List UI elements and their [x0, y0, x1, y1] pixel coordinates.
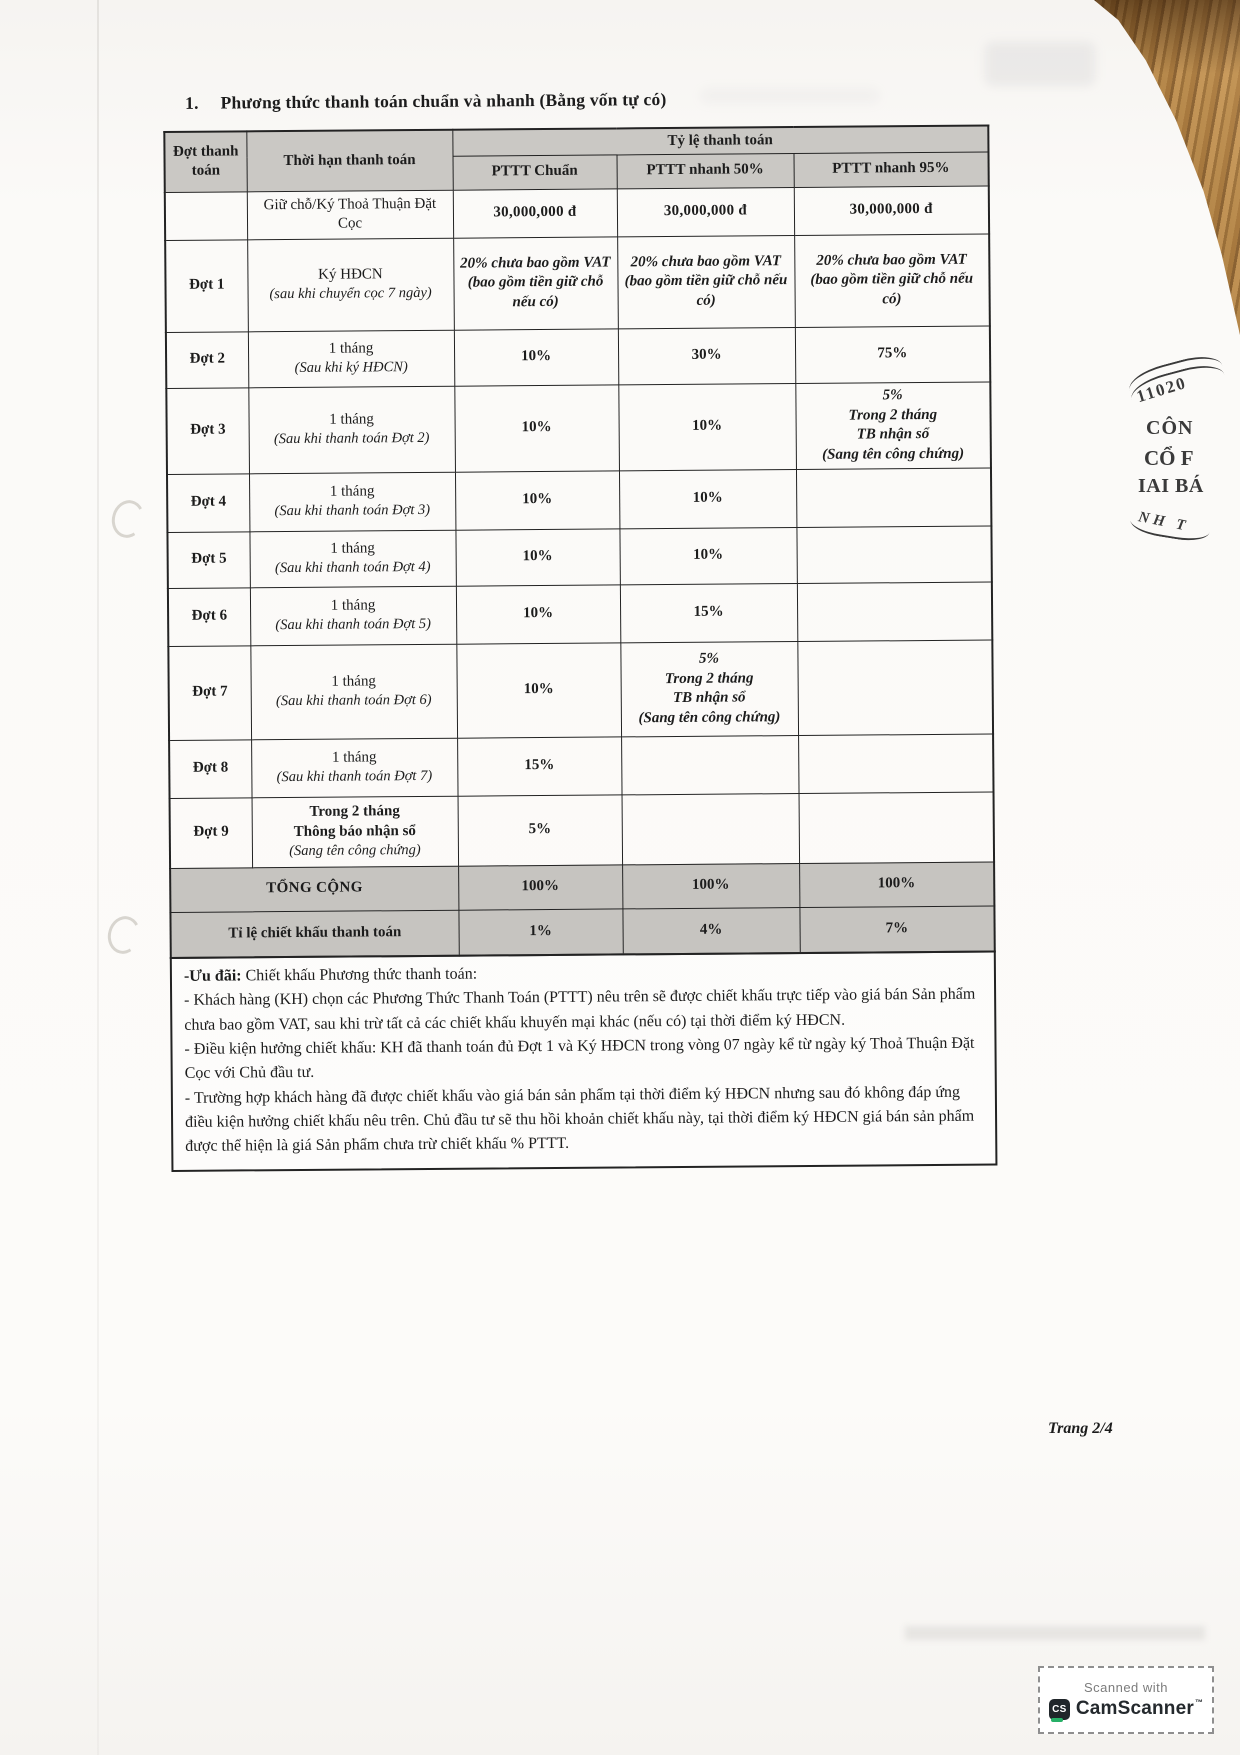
pttt-fast95-value: [797, 582, 992, 642]
camscanner-badge: [1038, 1666, 1214, 1734]
pttt-standard-value: 15%: [457, 736, 621, 795]
seal-text-line: NH T: [1137, 509, 1191, 535]
table-row: [166, 382, 991, 474]
seal-text-line: CÔN: [1146, 417, 1194, 439]
pttt-standard-value: 30,000,000 đ: [453, 188, 617, 237]
total-row: [170, 861, 994, 911]
pttt-fast95-value: 30,000,000 đ: [794, 186, 989, 236]
scan-smudge-artifact: [905, 1626, 1205, 1640]
installment-label: [165, 191, 247, 240]
company-seal-fragment: [1118, 362, 1240, 562]
payment-term-note: (Sau khi thanh toán Đợt 5): [275, 616, 432, 634]
table-row: [167, 526, 991, 588]
payment-term: 1 tháng: [331, 749, 377, 766]
pttt-fast50-value: 10%: [619, 527, 796, 584]
seal-text-line: IAI BÁ: [1138, 475, 1204, 497]
scanned-with-label: Scanned with: [1083, 1680, 1169, 1695]
installment-label: Đợt 9: [170, 797, 253, 868]
note-item: - Khách hàng (KH) chọn các Phương Thức Thanh Toán (PTTT) nêu trên sẽ được chiết khấu trực tiếp vào giá bán Sản phẩm chưa bao gồm VAT, sau khi trừ tất cả các chiết khấu khuyến mại khác (nếu có) tại thời điểm ký HĐCN.: [184, 985, 976, 1034]
pttt-standard-value: 10%: [455, 528, 619, 585]
payment-term: 1 tháng: [329, 411, 374, 428]
pttt-standard-value: 10%: [454, 384, 619, 471]
installment-label: Đợt 8: [169, 739, 251, 798]
installment-label: Đợt 4: [167, 473, 249, 532]
pttt-standard-value: 10%: [454, 328, 618, 385]
payment-term-note: (Sau khi thanh toán Đợt 7): [276, 768, 433, 786]
installment-label: Đợt 5: [167, 531, 249, 588]
pttt-standard-value: 20% chưa bao gồm VAT (bao gồm tiền giữ chỗ nếu có): [453, 236, 618, 329]
hole-punch: [104, 913, 144, 958]
table-row: [169, 734, 993, 798]
pttt-fast95-value: 5% Trong 2 tháng TB nhận sổ (Sang tên công chứng): [795, 382, 991, 470]
total-fast95: 100%: [799, 861, 994, 907]
camscanner-icon: [1049, 1699, 1070, 1720]
notes-heading-bold: -Ưu đãi:: [183, 967, 242, 985]
payment-term-note: (Sau khi thanh toán Đợt 4): [274, 559, 431, 577]
payment-term-note: (Sang tên công chứng): [289, 842, 421, 860]
total-label: TỔNG CỘNG: [170, 866, 458, 912]
pttt-fast50-value: 15%: [620, 583, 797, 642]
installment-label: Đợt 3: [166, 387, 249, 474]
pttt-standard-value: 10%: [456, 584, 620, 643]
table-row: [168, 640, 993, 740]
payment-term: Ký HĐCN: [318, 266, 383, 283]
header-pttt-standard: PTTT Chuẩn: [453, 154, 617, 189]
note-item: - Trường hợp khách hàng đã được chiết khấu vào giá bán sản phẩm tại thời điểm ký HĐCN nhưng sau đó không đáp ứng điều kiện hưởng chiết khấu nêu trên. Chủ đầu tư sẽ thu hồi khoản chiết khấu này, tại thời điểm ký HĐCN giá bán sản phẩm được thể hiện là giá Sản phẩm chưa trừ chiết khấu % PTTT.: [184, 1083, 975, 1156]
payment-term: Trong 2 tháng Thông báo nhận sổ: [293, 803, 416, 840]
installment-label: Đợt 1: [165, 239, 248, 332]
header-ratio-group: Tỷ lệ thanh toán: [452, 126, 988, 156]
pttt-fast50-value: 10%: [619, 469, 796, 528]
title-number: 1.: [184, 92, 199, 113]
discount-row: [170, 905, 994, 957]
note-item: - Điều kiện hưởng chiết khấu: KH đã thanh toán đủ Đợt 1 và Ký HĐCN trong vòng 07 ngày kể từ ngày ký Thoả Thuận Đặt Cọc với Chủ đầu tư.: [184, 1034, 975, 1083]
payment-term-note: (Sau khi thanh toán Đợt 2): [273, 430, 430, 448]
cs-letters: CS: [1052, 1703, 1067, 1715]
payment-term: 1 tháng: [331, 673, 376, 690]
page-number: Trang 2/4: [1048, 1420, 1113, 1437]
pttt-fast50-value: [622, 793, 800, 864]
pttt-fast50-value: 5% Trong 2 tháng TB nhận sổ (Sang tên công chứng): [620, 641, 798, 736]
bleed-through-artifact: [985, 42, 1095, 86]
pttt-fast50-value: [621, 735, 798, 794]
pttt-fast95-value: 75%: [795, 326, 990, 384]
seal-text-line: CỔ F: [1144, 446, 1194, 470]
payment-schedule-table: [163, 125, 995, 959]
notes-heading-rest: Chiết khấu Phương thức thanh toán:: [241, 965, 478, 985]
table-row: [167, 468, 991, 532]
wood-table-corner: [1088, 0, 1240, 335]
discount-fast95: 7%: [799, 905, 994, 953]
pttt-fast95-value: 20% chưa bao gồm VAT (bao gồm tiền giữ chỗ nếu có): [794, 234, 990, 328]
payment-term: Giữ chỗ/Ký Thoả Thuận Đặt Cọc: [247, 190, 453, 240]
hole-punch: [108, 497, 148, 542]
pttt-standard-value: 10%: [455, 470, 619, 529]
pttt-fast50-value: 10%: [618, 383, 796, 470]
payment-term-note: (sau khi chuyển cọc 7 ngày): [269, 285, 432, 303]
pttt-standard-value: 10%: [456, 642, 621, 737]
discount-label: Tỉ lệ chiết khấu thanh toán: [170, 910, 458, 958]
table-row: [170, 791, 995, 867]
pttt-fast50-value: 30,000,000 đ: [617, 187, 794, 236]
total-fast50: 100%: [622, 863, 799, 908]
seal-code: 11020: [1134, 372, 1190, 407]
promotion-notes-box: [170, 950, 998, 1171]
installment-label: Đợt 6: [168, 587, 250, 646]
header-term: Thời hạn thanh toán: [246, 130, 452, 192]
page-title: [185, 87, 987, 114]
table-row: [165, 234, 990, 332]
document-content: [163, 87, 995, 1172]
payment-term-note: (Sau khi ký HĐCN): [294, 359, 408, 377]
trademark-symbol: ™: [1194, 1698, 1204, 1707]
header-installment: Đợt thanh toán: [164, 131, 246, 192]
payment-term: 1 tháng: [329, 483, 375, 500]
table-row: [168, 582, 992, 646]
installment-label: Đợt 2: [166, 331, 248, 388]
payment-term-note: (Sau khi thanh toán Đợt 6): [275, 692, 432, 710]
title-text: Phương thức thanh toán chuẩn và nhanh (Bằng vốn tự có): [220, 89, 667, 113]
installment-label: Đợt 7: [168, 645, 251, 740]
pttt-fast95-value: [796, 468, 991, 528]
payment-term: 1 tháng: [330, 597, 376, 614]
camscanner-name: CamScanner: [1075, 1698, 1194, 1719]
table-row: [166, 326, 990, 388]
table-row: [165, 186, 989, 240]
pttt-standard-value: 5%: [458, 794, 623, 865]
pttt-fast95-value: [797, 640, 993, 736]
pttt-fast95-value: [796, 526, 991, 584]
payment-term: 1 tháng: [330, 540, 375, 557]
pttt-fast50-value: 30%: [618, 327, 795, 384]
pttt-fast95-value: [798, 734, 993, 794]
camscanner-wordmark: [1076, 1698, 1203, 1720]
total-standard: 100%: [458, 864, 622, 909]
header-pttt-fast95: PTTT nhanh 95%: [793, 152, 988, 188]
header-pttt-fast50: PTTT nhanh 50%: [616, 153, 793, 188]
pttt-fast50-value: 20% chưa bao gồm VAT (bao gồm tiền giữ chỗ nếu có): [617, 235, 795, 328]
payment-term-note: (Sau khi thanh toán Đợt 3): [274, 502, 431, 520]
pttt-fast95-value: [799, 791, 995, 863]
paper-edge-shadow: [97, 0, 99, 1755]
discount-fast50: 4%: [622, 907, 799, 954]
discount-standard: 1%: [458, 908, 622, 955]
payment-term: 1 tháng: [328, 340, 374, 357]
